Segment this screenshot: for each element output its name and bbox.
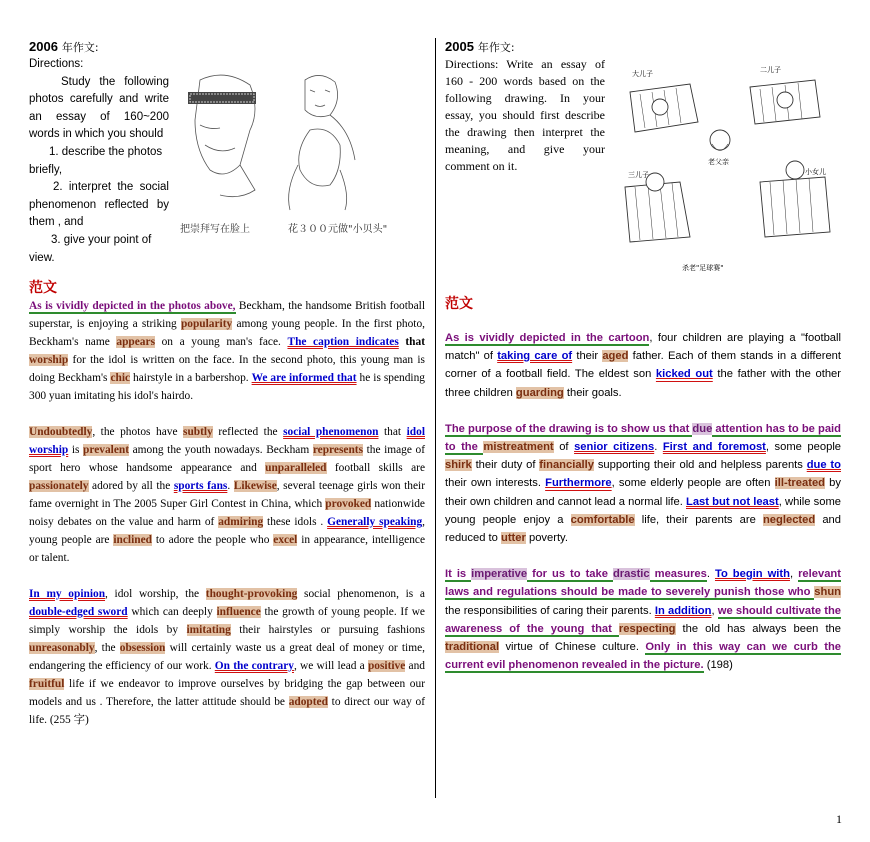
highlighted-word: Likewise bbox=[233, 480, 277, 493]
directions-item-3: 3. give your point of view. bbox=[29, 233, 152, 264]
directions-item-2: 2. interpret the social phenomenon reflected by them , and bbox=[29, 181, 169, 229]
text-run: the growth of young people. If we simply worship the idols by bbox=[29, 606, 425, 637]
key-phrase: Last but not least bbox=[686, 495, 779, 508]
text-run: which can deeply bbox=[127, 606, 217, 619]
text-run: , some people bbox=[765, 441, 842, 454]
text-run: that bbox=[378, 426, 407, 439]
key-sentence: The purpose of the drawing is to show us that bbox=[445, 422, 693, 435]
key-sentence: As is vividly depicted in the photos above, bbox=[29, 300, 236, 313]
text-run: to adore the people who bbox=[152, 534, 274, 547]
photos-2006 bbox=[180, 70, 420, 235]
text-run: adored by all the bbox=[88, 480, 174, 493]
key-sentence: relevant laws and regulations should be made to severely punish those who bbox=[445, 568, 841, 599]
highlighted-word: financially bbox=[539, 459, 594, 472]
highlighted-word: ill-treated bbox=[774, 477, 826, 490]
text-run: of bbox=[553, 441, 575, 454]
highlighted-word: influence bbox=[216, 606, 261, 619]
highlighted-word: prevalent bbox=[83, 444, 130, 457]
text-run: , while some young people enjoy a bbox=[445, 495, 841, 526]
text-run: for the idol is written on the face. In the second photo, this young man is doing Beckham's bbox=[29, 354, 425, 385]
text-run: he is spending 300 yuan imitating his idol's hairdo. bbox=[29, 372, 425, 403]
highlighted-word: drastic bbox=[612, 568, 650, 581]
highlighted-word: excel bbox=[273, 534, 298, 547]
text-run: and reduced to bbox=[445, 513, 842, 545]
text-run: among young people. In the first photo, Beckham's name bbox=[29, 318, 425, 349]
key-sentence: Only in this way can we curb the current evil phenomenon revealed in the picture. bbox=[445, 641, 841, 672]
directions-item-1: 1. describe the photos briefly, bbox=[29, 145, 163, 176]
text-run: , several teenage girls won their fame overnight in The 2005 Super Girl Contest in China, which bbox=[29, 480, 426, 511]
highlighted-word: inclined bbox=[113, 534, 152, 547]
highlighted-word: worship bbox=[29, 354, 69, 367]
key-phrase: In addition bbox=[654, 604, 712, 617]
text-run: the image of sport hero whose handsome appearance and bbox=[29, 444, 426, 475]
highlighted-word: thought-provoking bbox=[205, 588, 298, 601]
bold-word: that bbox=[398, 336, 426, 349]
key-sentence: measures bbox=[649, 568, 707, 581]
key-phrase: Generally speaking bbox=[327, 516, 423, 529]
directions-2006 bbox=[29, 56, 169, 267]
year-number: 2006 bbox=[29, 39, 58, 54]
text-run: , the photos have bbox=[92, 426, 184, 439]
text-run: their duty of bbox=[471, 459, 540, 472]
paragraph-2 bbox=[29, 423, 425, 567]
text-run: poverty. bbox=[525, 532, 568, 545]
key-phrase: We are informed that bbox=[251, 372, 357, 385]
key-phrase: kicked out bbox=[655, 368, 713, 381]
text-run: . bbox=[227, 480, 234, 493]
highlighted-word: comfortable bbox=[570, 513, 635, 526]
highlighted-word: traditional bbox=[445, 641, 500, 654]
cartoon-caption: 杀老"足球赛" bbox=[682, 264, 724, 272]
highlighted-word: imperative bbox=[471, 568, 528, 581]
key-phrase: Furthermore bbox=[545, 477, 612, 490]
model-essay-label: 范文 bbox=[445, 296, 473, 312]
highlighted-word: mistreatment bbox=[483, 441, 554, 454]
label-old-father: 老父亲 bbox=[708, 158, 729, 166]
highlighted-word: respecting bbox=[618, 622, 676, 635]
key-phrase: taking care of bbox=[497, 350, 573, 363]
text-run: their bbox=[572, 350, 603, 363]
directions-text: Study the following photos carefully and write an essay of 160~200 words in which you should bbox=[29, 75, 169, 141]
directions-title: Directions: bbox=[29, 58, 84, 70]
key-phrase: On the contrary bbox=[214, 660, 294, 673]
key-phrase: To begin with bbox=[714, 568, 790, 581]
text-run: among the youth nowadays. Beckham bbox=[129, 444, 313, 457]
highlighted-word: passionately bbox=[29, 480, 89, 493]
text-run: , we will lead a bbox=[293, 660, 368, 673]
text-run: the old has always been the bbox=[675, 622, 841, 635]
highlighted-word: unreasonably bbox=[29, 642, 95, 655]
highlighted-word: unparalleled bbox=[265, 462, 327, 475]
text-run: nationwide noisy debates on the value and harm of bbox=[29, 498, 425, 529]
highlighted-word: shun bbox=[814, 586, 841, 599]
directions-2005: Directions: Write an essay of 160 - 200 words based on the following drawing. In your essay, you should first describe the drawing then interpret the meaning, and give your comment on it. bbox=[445, 57, 605, 173]
text-run: to direct our way of life. (255 字) bbox=[29, 696, 425, 727]
highlighted-word: provoked bbox=[325, 498, 372, 511]
text-run: on a young man's face. bbox=[155, 336, 288, 349]
year-number: 2005 bbox=[445, 39, 474, 54]
year-suffix: 年作文: bbox=[477, 41, 515, 54]
paragraph-3 bbox=[29, 585, 425, 729]
text-run: their own interests. bbox=[445, 477, 546, 490]
text-run: by their own children and cannot lead a normal life. bbox=[445, 477, 841, 508]
key-phrase: The caption indicates bbox=[287, 336, 399, 349]
text-run: . bbox=[654, 441, 663, 454]
text-run: reflected the bbox=[212, 426, 284, 439]
text-run: is bbox=[68, 444, 84, 457]
text-run: will certainly waste us a great deal of money or time, endangering the efficiency of our work. bbox=[29, 642, 425, 673]
key-sentence: As is vividly depicted in the cartoon bbox=[445, 332, 650, 344]
highlighted-word: adopted bbox=[288, 696, 328, 709]
text-run: . bbox=[706, 568, 715, 581]
year-heading-2006 bbox=[29, 38, 425, 56]
text-run: their hairstyles or pursuing fashions bbox=[230, 624, 425, 637]
highlighted-word: shirk bbox=[445, 459, 472, 472]
text-run: the father with the other three children bbox=[445, 368, 841, 399]
text-run: life if we endeavor to improve ourselves by bridging the gap between our models and us . Therefore, the latter attitude should be bbox=[29, 678, 425, 709]
model-essay-label: 范文 bbox=[29, 280, 57, 297]
key-phrase: In my opinion bbox=[29, 588, 106, 601]
key-sentence: It is bbox=[445, 568, 472, 581]
highlighted-word: utter bbox=[500, 532, 526, 545]
photo-caption-2: 花３００元做"小贝头" bbox=[288, 224, 388, 235]
highlighted-word: popularity bbox=[180, 318, 233, 331]
year-suffix: 年作文: bbox=[61, 41, 99, 54]
cartoon-2005 bbox=[620, 62, 840, 277]
paragraph-1 bbox=[29, 297, 425, 405]
column-divider bbox=[435, 38, 436, 798]
page-number: 1 bbox=[836, 812, 842, 826]
label-second-son: 二儿子 bbox=[760, 66, 781, 74]
highlighted-word: chic bbox=[110, 372, 131, 385]
text-run: , idol worship, the bbox=[105, 588, 206, 601]
football-cartoon-image bbox=[620, 62, 840, 277]
text-run: , four children are playing a "football match" of bbox=[445, 332, 841, 363]
key-phrase: sports fans bbox=[173, 480, 228, 493]
text-run: and bbox=[405, 660, 425, 673]
label-youngest-daughter: 小女儿 bbox=[805, 168, 826, 176]
label-third-son: 三儿子 bbox=[628, 171, 649, 179]
label-eldest-son: 大儿子 bbox=[632, 70, 653, 78]
highlighted-word: appears bbox=[116, 336, 155, 349]
key-sentence: for us to take bbox=[527, 568, 613, 581]
highlighted-word: guarding bbox=[515, 386, 564, 399]
text-run: football skills are bbox=[326, 462, 425, 475]
year-heading-2005 bbox=[445, 38, 841, 56]
photo-caption-1: 把崇拜写在脸上 bbox=[180, 224, 250, 235]
text-run: the responsibilities of caring their parents. bbox=[445, 604, 655, 617]
text-run: virtue of Chinese culture. bbox=[499, 641, 646, 654]
highlighted-word: admiring bbox=[218, 516, 264, 529]
key-phrase: double-edged sword bbox=[29, 606, 128, 619]
text-run: these idols . bbox=[263, 516, 328, 529]
text-run: hairstyle in a barbershop. bbox=[130, 372, 252, 385]
text-run: Beckham, the handsome British football superstar, is enjoying a striking bbox=[29, 300, 425, 331]
text-run: , some elderly people are often bbox=[611, 477, 775, 490]
face-sketch-image bbox=[180, 70, 420, 235]
text-run: social phenomenon, is a bbox=[297, 588, 425, 601]
key-phrase: social phenomenon bbox=[283, 426, 379, 439]
text-run: father. Each of them stands in a different corner of a football field. The eldest son bbox=[445, 350, 842, 381]
text-run: , the bbox=[94, 642, 120, 655]
text-run: in appearance, intelligence or talent. bbox=[29, 534, 425, 565]
text-run: , bbox=[711, 604, 718, 617]
highlighted-word: Undoubtedly bbox=[29, 426, 93, 439]
key-phrase: senior citizens bbox=[574, 441, 655, 454]
text-run: life, their parents are bbox=[634, 513, 763, 526]
highlighted-word: positive bbox=[367, 660, 406, 673]
text-run: (198) bbox=[703, 659, 733, 672]
highlighted-word: subtly bbox=[183, 426, 213, 439]
text-run: their goals. bbox=[563, 386, 622, 399]
text-run: , young people are bbox=[29, 516, 426, 547]
paragraph-2 bbox=[445, 420, 841, 547]
key-phrase: due to bbox=[806, 459, 841, 472]
paragraph-3 bbox=[445, 565, 841, 674]
highlighted-word: imitating bbox=[186, 624, 231, 637]
highlighted-word: fruitful bbox=[29, 678, 65, 691]
highlighted-word: represents bbox=[312, 444, 364, 457]
text-run: supporting their old and helpless parents bbox=[594, 459, 807, 472]
highlighted-word: due bbox=[692, 422, 713, 435]
highlighted-word: aged bbox=[602, 350, 629, 363]
text-run: , bbox=[789, 568, 799, 581]
key-phrase: idol worship bbox=[29, 426, 425, 457]
key-phrase: First and foremost bbox=[662, 441, 766, 454]
highlighted-word: neglected bbox=[762, 513, 816, 526]
highlighted-word: obsession bbox=[119, 642, 166, 655]
paragraph-1 bbox=[445, 329, 841, 402]
key-sentence: we should cultivate the awareness of the young that bbox=[445, 604, 841, 635]
key-sentence: attention has to be paid to the bbox=[445, 422, 841, 454]
